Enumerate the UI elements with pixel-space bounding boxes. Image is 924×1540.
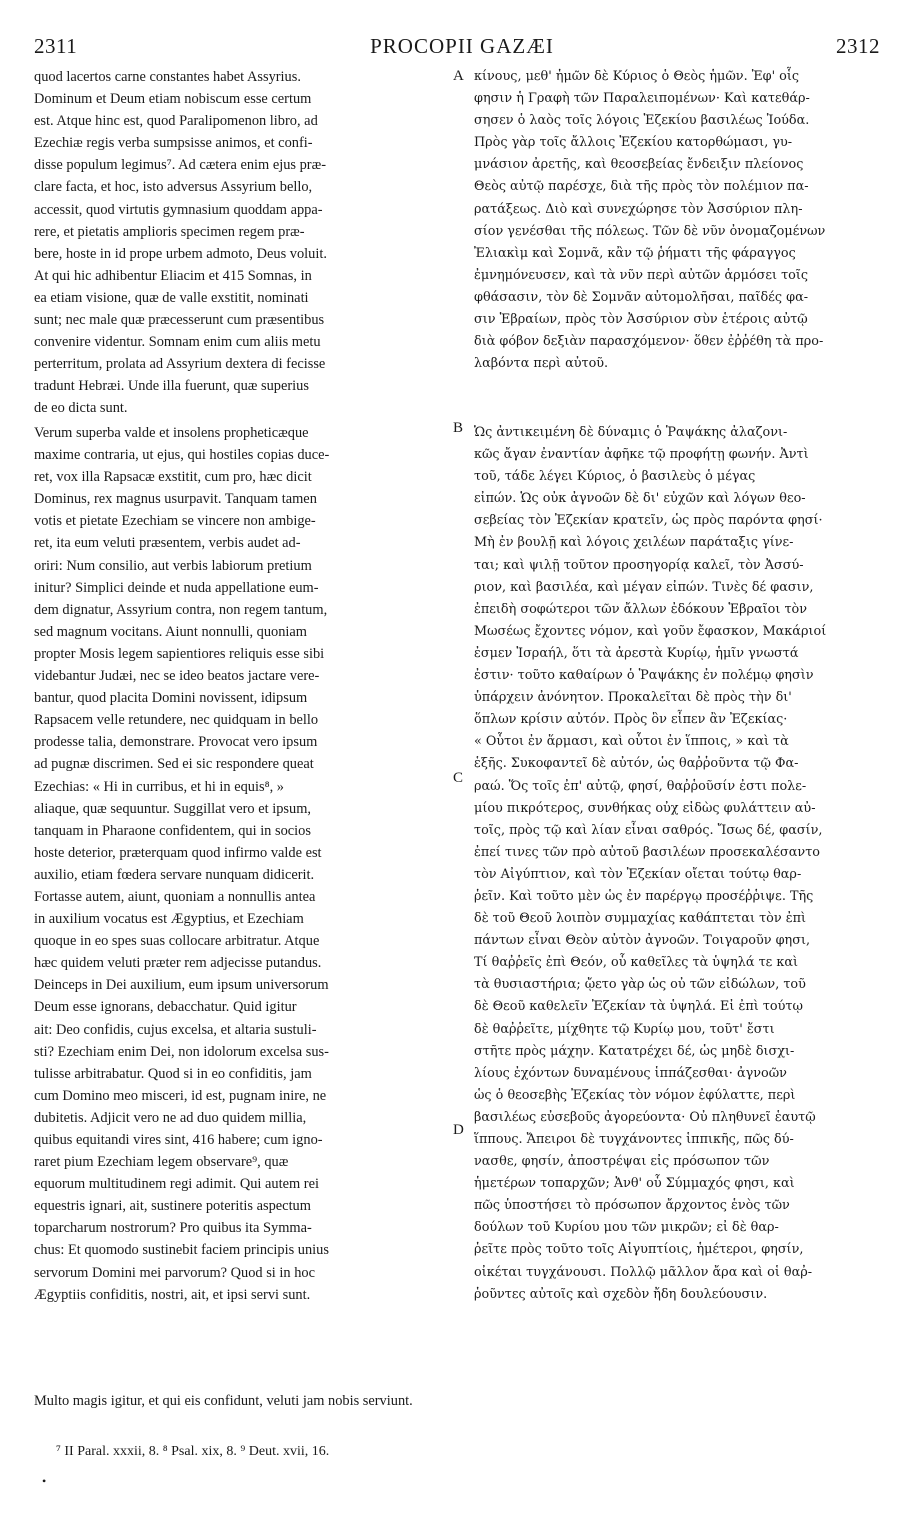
page-number-right: 2312	[836, 34, 880, 58]
text-line: Ezechiæ regis verba sumpsisse animos, et confi-	[34, 135, 313, 152]
text-line: tulisse arbitrabatur. Quod si in eo confiditis, jam	[34, 1065, 312, 1082]
text-line: hæc quidem veluti præter rem adjecisse putandus.	[34, 955, 322, 972]
text-line: ait: Deo confidis, cujus excelsa, et altaria sustuli-	[34, 1021, 317, 1038]
text-line: sunt; nec male quæ præcesserunt cum præsentibus	[34, 312, 325, 329]
text-line: clare facta, et hoc, isto adversus Assyrium bello,	[34, 179, 313, 196]
text-line: δὲ τοῦ Θεοῦ λοιπὸν συμμαχίας καθάπτεται τὸν ἐπὶ	[474, 911, 807, 927]
text-line: equorum multitudinem regi adimit. Qui autem rei	[34, 1176, 319, 1193]
text-line: λαβόντα περὶ αὐτοῦ.	[474, 356, 609, 372]
margin-letter-c: C	[453, 770, 464, 786]
text-line: ἐμνημόνευσεν, καὶ τὰ νῦν περὶ αὐτῶν ἁρμόσει τοῖς	[474, 267, 809, 283]
text-line: Dominus, rex magnus usurpavit. Tanquam tamen	[34, 491, 317, 508]
text-line: εἰπών. Ὡς οὐκ ἀγνοῶν δὲ δι' εὐχῶν καὶ λόγων θεο-	[474, 491, 806, 507]
text-line: διὰ φόβον δεξιὰν παρασχόμενον· ὅθεν ἐῤῥέθη τὰ προ-	[474, 334, 824, 350]
text-line: δὲ θαῤῥεῖτε, μίχθητε τῷ Κυρίῳ μου, τοῦτ' ἔστι	[474, 1021, 775, 1037]
text-line: propter Mosis legem sapientiores reliquis esse sibi	[34, 645, 325, 662]
text-line: ret, ita eum veluti præsentem, verbis audet ad-	[34, 535, 301, 552]
text-line: Deinceps in Dei auxilium, eum ipsum universorum	[34, 977, 329, 994]
text-line: δούλων τοῦ Κυρίου μου τῶν μικρῶν; εἰ δὲ θαρ-	[474, 1220, 779, 1236]
text-line: servorum Domini mei parvorum? Quod si in hoc	[34, 1264, 315, 1281]
text-line: ἐπειδὴ σοφώτεροι τῶν ἄλλων ἐδόκουν Ἑβραῖοι τὸν	[474, 601, 808, 617]
text-line: tanquam in Pharaone confidentem, qui in socios	[34, 822, 311, 839]
footnotes: ⁷ II Paral. xxxii, 8. ⁸ Psal. xix, 8. ⁹ Deut. xvii, 16.	[56, 1444, 330, 1459]
margin-letter-a: A	[453, 68, 464, 84]
text-line: ἐπεί τινες τῶν πρὸ αὐτοῦ βασιλέων προσεκαλέσαντο	[474, 844, 820, 860]
latin-column-para-2	[34, 422, 462, 1306]
text-line: ῥοῦντες αὐτοῖς καὶ σχεδὸν ἤδη δουλεύουσιν.	[474, 1286, 768, 1302]
text-line: τὸν Αἰγύπτιον, καὶ τὸν Ἐζεκίαν οἴεται τούτῳ θαρ-	[474, 866, 802, 882]
text-line: λίους ἐχόντων δυναμένους ἱππάζεσθαι· ἀγνοῶν	[474, 1065, 787, 1081]
text-line: Ezechias: « Hi in curribus, et hi in equis⁸, »	[34, 778, 285, 795]
text-line: Dominum et Deum etiam nobiscum esse certum	[34, 91, 312, 108]
text-line: sti? Ezechiam enim Dei, non idolorum excelsa sus-	[34, 1043, 329, 1060]
text-line: ται; καὶ ψιλῇ τοῦτον προσηγορίᾳ καλεῖ, τὸν Ἀσσύ-	[474, 557, 804, 573]
text-line: bere, hoste in id prope urbem admoto, Deus voluit.	[34, 245, 327, 262]
text-line: hoste deterior, præterquam quod infirmo valde est	[34, 844, 322, 861]
text-line: σησεν ὁ λαὸς τοῖς λόγοις Ἐζεκίου βασιλέως Ἰούδα.	[474, 113, 810, 129]
text-line: accessit, quod virtutis gymnasium quoddam appa-	[34, 201, 323, 218]
greek-column-para-1	[474, 66, 892, 375]
page-number-left: 2311	[34, 34, 78, 58]
text-line: quibus equitandi vires sint, 416 habere; cum igno-	[34, 1132, 323, 1148]
text-line: ἐστιν· τοῦτο καθαίρων ὁ Ῥαψάκης ἐν πολέμῳ φησὶν	[474, 668, 814, 684]
text-line: Fortasse autem, aiunt, quoniam a nonnullis antea	[34, 888, 316, 905]
text-line: maxime contraria, ut ejus, qui hostiles copias duce-	[34, 447, 330, 464]
text-line: votis et pietate Ezechiam se vincere non ambige-	[34, 513, 316, 530]
text-line: ἵππους. Ἄπειροι δὲ τυγχάνοντες ἱππικῆς, πῶς δύ-	[474, 1132, 794, 1147]
text-line: prodesse talia, demonstrare. Provocat vero ipsum	[34, 734, 318, 751]
text-line: Θεὸς αὐτῷ παρέσχε, διὰ τῆς πρὸς τὸν πολέμιον πα-	[474, 179, 809, 195]
text-line: τοῦ, τάδε λέγει Κύριος, ὁ βασιλεὺς ὁ μέγας	[474, 469, 756, 485]
text-line: δὲ Θεοῦ καθελεῖν Ἐζεκίαν τὰ ὑψηλά. Εἰ ἐπὶ τούτῳ	[474, 999, 803, 1015]
text-line: μνάσιον ἀρετῆς, καὶ θεοσεβείας ἔνδειξιν πλείονος	[474, 157, 804, 173]
running-title: PROCOPII GAZÆI	[370, 34, 554, 58]
text-line: ραώ. Ὅς τοῖς ἐπ' αὐτῷ, φησί, θαῤῥοῦσίν ἐστι πολε-	[474, 778, 807, 794]
text-line: cum Domino meo misceri, id est, pugnam inire, ne	[34, 1087, 327, 1104]
text-line: ῥεῖν. Καὶ τοῦτο μὲν ὡς ἐν παρέργῳ προσέῤῥιψε. Τῆς	[474, 888, 814, 904]
text-line: φθάσασιν, τὸν δὲ Σομνᾶν αὐτομολῆσαι, παῖδές φα-	[474, 289, 809, 305]
text-line: σίον γενέσθαι τῆς πόλεως. Τῶν δὲ νῦν ὀνομαζομένων	[474, 223, 826, 239]
text-line: auxilio, etiam fœdera servare nunquam didicerit.	[34, 866, 315, 883]
text-line: ἡμετέρων τοπαρχῶν; Ἀνθ' οὗ Σύμμαχός φησι, καὶ	[474, 1176, 795, 1192]
text-line: ὑπάρχειν ἀνόνητον. Προκαλεῖται δὲ πρὸς τὴν δι'	[474, 690, 792, 706]
text-line: ea etiam visione, quæ de valle exstitit, nominati	[34, 289, 309, 306]
text-line: τὰ θυσιαστήρια; ᾤετο γὰρ ὡς οὐ τῶν εἰδώλων, τοῦ	[474, 977, 806, 993]
text-line: κῶς ἄγαν ἐναντίαν ἀφῆκε τῷ προφήτῃ φωνήν. Ἀντὶ	[474, 447, 809, 463]
text-line: dubitetis. Adjicit vero ne ad duo quidem millia,	[34, 1109, 307, 1126]
text-line: Τί θαῤῥεῖς ἐπὶ Θεόν, οὗ καθεῖλες τὰ ὑψηλά τε καὶ	[474, 955, 799, 971]
text-line: Πρὸς γὰρ τοῖς ἄλλοις Ἐζεκίου κατορθώμασι, γυ-	[474, 135, 793, 151]
closing-line: Multo magis igitur, et qui eis confidunt, veluti jam nobis serviunt.	[34, 1393, 413, 1409]
text-line: βασιλέως εὐσεβοῦς ἀγορεύοντα· Οὐ πληθυνεῖ ἑαυτῷ	[474, 1109, 816, 1125]
text-line: est. Atque hinc est, quod Paralipomenon libro, ad	[34, 113, 318, 130]
text-line: σιν Ἑβραίων, πρὸς τὸν Ἀσσύριον σὺν ἑτέροις αὐτῷ	[474, 312, 808, 328]
text-line: dem dignatur, Assyrium contra, non regem tantum,	[34, 601, 328, 618]
text-line: σεβείας τὸν Ἐζεκίαν κρατεῖν, ὡς πρὸς παρόντα φησί·	[474, 513, 823, 529]
text-line: ρατάξεως. Διὸ καὶ συνεχώρησε τὸν Ἀσσύριον πλη-	[474, 201, 803, 217]
text-line: convenire videntur. Somnam enim cum aliis metu	[34, 334, 321, 351]
text-line: Verum superba valde et insolens propheticæque	[34, 425, 309, 441]
text-line: toparcharum nostrorum? Pro quibus ita Symma-	[34, 1220, 312, 1237]
text-line: νασθε, φησίν, ἀποστρέψαι εἰς πρόσωπον τῶν	[474, 1154, 770, 1170]
text-line: τοῖς, πρὸς τῷ καὶ λίαν εἶναι σαθρός. Ἴσως δέ, φασίν,	[474, 822, 823, 838]
text-line: ἐσμεν Ἰσραήλ, ὅτι τὰ ἀρεστὰ Κυρίῳ, ἡμῖν γνωστά	[474, 645, 799, 661]
text-line: ὅπλων κρίσιν αὐτόν. Πρὸς ὃν εἶπεν ἂν Ἐζεκίας·	[474, 712, 788, 728]
latin-column-para-1	[34, 66, 462, 420]
text-line: chus: Et quomodo sustinebit faciem principis unius	[34, 1242, 329, 1259]
text-line: πάντων εἶναι Θεὸν αὐτὸν ἀγνοῶν. Τοιγαροῦν φησι,	[474, 933, 811, 949]
text-line: de eo dicta sunt.	[34, 400, 128, 417]
text-line: στῆτε πρὸς μάχην. Κατατρέχει δέ, ὡς μηδὲ δισχι-	[474, 1043, 795, 1059]
text-line: Μωσέως ἔχοντες νόμον, καὶ γοῦν ἔφασκον, Μακάριοί	[474, 623, 827, 639]
text-line: Ὡς ἀντικειμένη δὲ δύναμις ὁ Ῥαψάκης ἀλαζονι-	[474, 425, 788, 440]
text-line: perterritum, prolata ad Assyrium dextera di fecisse	[34, 356, 326, 373]
text-line: oriri: Num consilio, aut verbis labiorum pretium	[34, 557, 312, 574]
text-line: sed magnum vocitans. Aiunt nonnulli, quoniam	[34, 623, 307, 640]
margin-dot: •	[42, 1474, 47, 1488]
text-line: ret, vox illa Rapsacæ exstitit, cum pro, hæc dicit	[34, 469, 312, 486]
greek-column-para-2	[474, 422, 892, 1306]
text-line: μίου πικρότερος, συνθήκας οὐχ εἰδὼς φυλάττειν αὐ-	[474, 800, 816, 816]
text-line: in auxilium vocatus est Ægyptius, et Ezechiam	[34, 911, 304, 928]
text-line: equestris ignari, ait, sustinere poteritis aspectum	[34, 1198, 311, 1215]
text-line: Ἐλιακὶμ καὶ Σομνᾶ, κἂν τῷ ῥήματι τῆς φάραγγος	[474, 245, 796, 261]
text-line: quod lacertos carne constantes habet Assyrius.	[34, 69, 301, 85]
text-line: φησιν ἡ Γραφὴ τῶν Παραλειπομένων· Καὶ κατεθάρ-	[474, 91, 810, 107]
text-line: raret pium Ezechiam legem observare⁹, quæ	[34, 1154, 289, 1171]
text-line: videbantur Judæi, nec se ideo beatos jactare vere-	[34, 668, 320, 685]
text-line: quoque in eo spes suas collocare arbitratur. Atque	[34, 933, 320, 950]
text-line: Deum esse ignorans, debacchatur. Quid igitur	[34, 999, 297, 1016]
text-line: ad pugnæ discrimen. Sed ei sic respondere queat	[34, 756, 314, 773]
text-line: κίνους, μεθ' ἡμῶν δὲ Κύριος ὁ Θεὸς ἡμῶν. Ἐφ' οἷς	[474, 69, 800, 84]
margin-letter-d: D	[453, 1122, 464, 1138]
text-line: bantur, quod placita Domini novissent, idipsum	[34, 690, 308, 707]
text-line: initur? Simplici deinde et nuda appellatione eum-	[34, 579, 319, 596]
text-line: ῥεῖτε πρὸς τοῦτο τοῖς Αἰγυπτίοις, ἡμέτεροι, φησίν,	[474, 1242, 804, 1258]
text-line: At qui hic adhibentur Eliacim et 415 Somnas, in	[34, 267, 312, 284]
text-line: rere, et pietatis amplioris specimen regem præ-	[34, 223, 305, 240]
text-line: « Οὗτοι ἐν ἅρμασι, καὶ οὗτοι ἐν ἵπποις, » καὶ τὰ	[474, 734, 789, 750]
text-line: Ægyptiis confiditis, nostri, ait, et ipsi servi sunt.	[34, 1286, 311, 1303]
text-line: Rapsacem velle retundere, nec quidquam in bello	[34, 712, 319, 729]
margin-letter-b: B	[453, 420, 464, 436]
text-line: ἑξῆς. Συκοφαντεῖ δὲ αὐτόν, ὡς θαῤῥοῦντα τῷ Φα-	[474, 756, 799, 772]
text-line: Μὴ ἐν βουλῇ καὶ λόγοις χειλέων παράταξις γίνε-	[474, 535, 794, 551]
text-line: aliaque, quæ sequuntur. Suggillat vero et ipsum,	[34, 800, 311, 817]
text-line: πῶς ὑποστήσει τὸ πρόσωπον ἄρχοντος ἑνὸς τῶν	[474, 1198, 790, 1214]
text-line: disse populum legimus⁷. Ad cætera enim ejus præ-	[34, 157, 326, 174]
text-line: tradunt Hebræi. Unde illa fuerunt, quæ superius	[34, 378, 309, 395]
text-line: ὡς ὁ θεοσεβὴς Ἐζεκίας τὸν νόμον ἐφύλαττε, περὶ	[474, 1087, 796, 1103]
text-line: οἰκέται τυγχάνουσι. Πολλῷ μᾶλλον ἄρα καὶ οἱ θαῤ-	[474, 1264, 813, 1280]
text-line: ριον, καὶ βασιλέα, καὶ μέγαν εἰπών. Τινὲς δέ φασιν,	[474, 579, 814, 595]
